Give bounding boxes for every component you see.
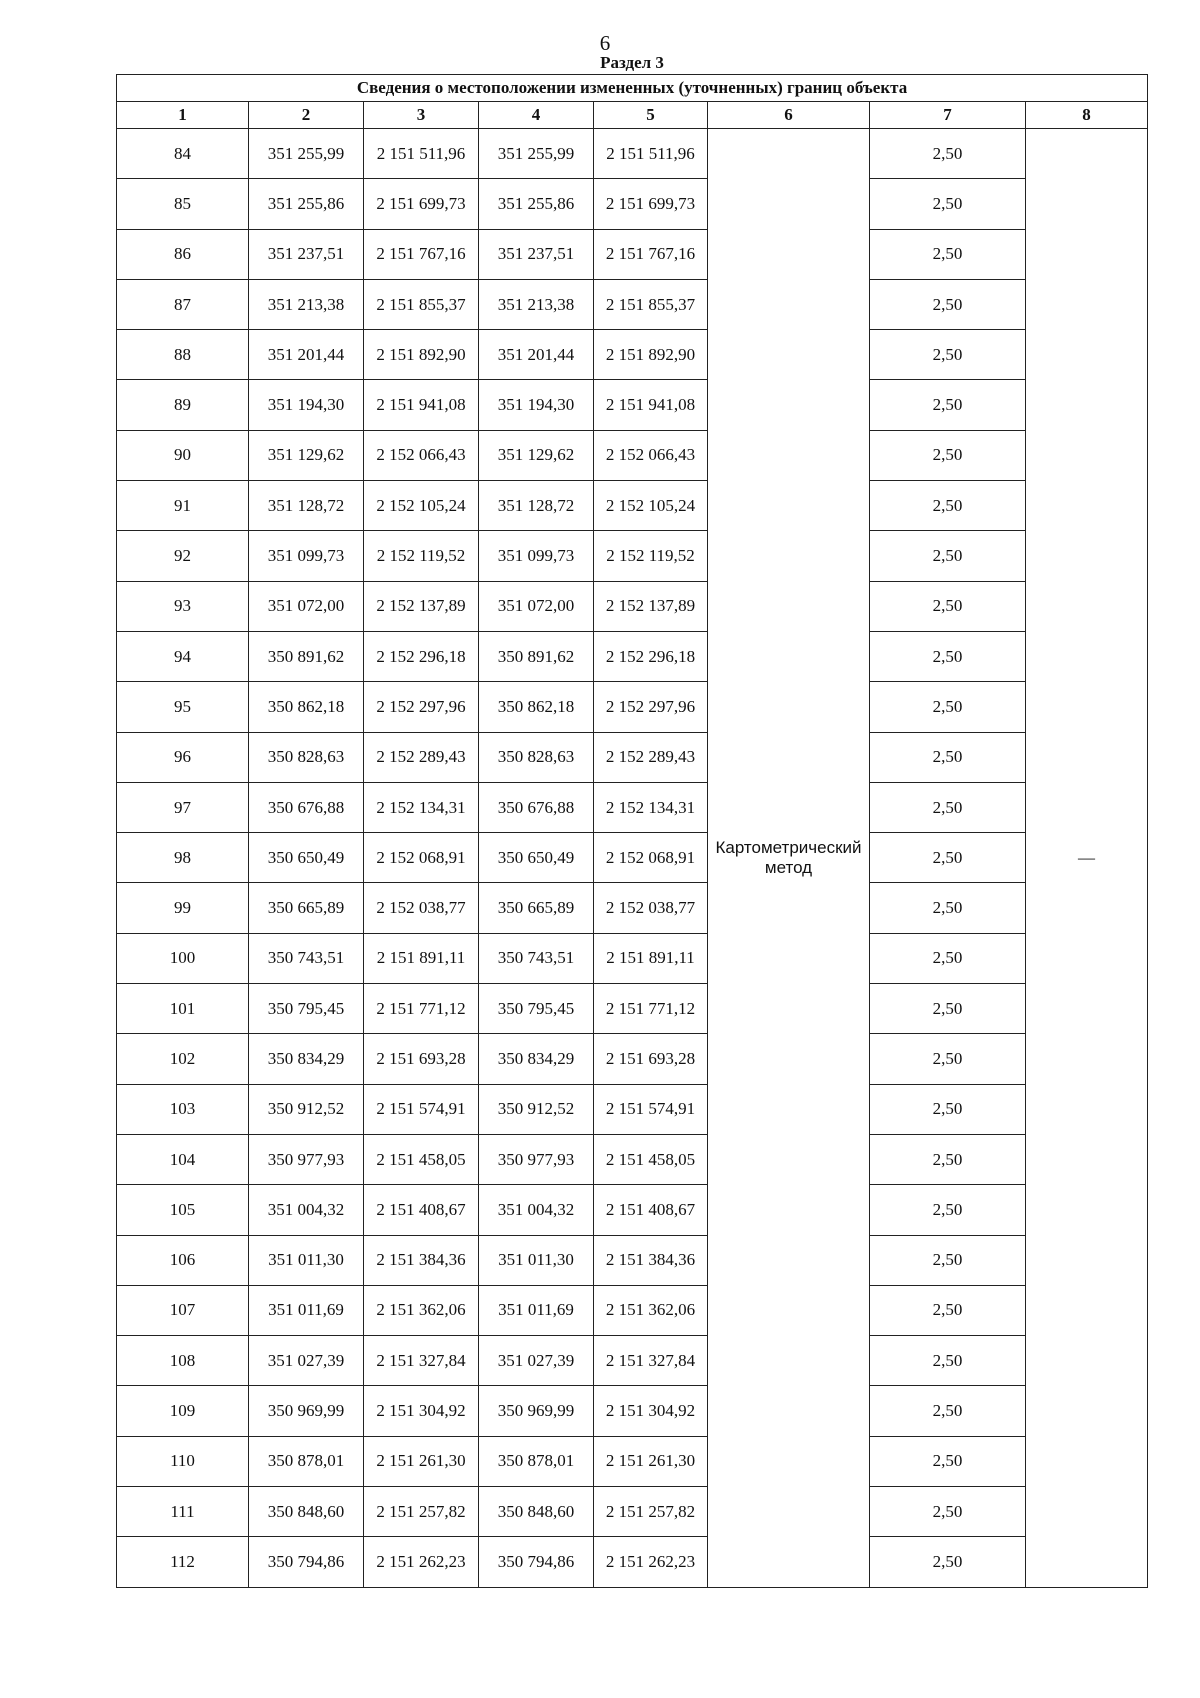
new-y-cell: 2 151 767,16 (594, 229, 708, 279)
point-number-cell: 87 (117, 279, 249, 329)
table-row (117, 1336, 1148, 1386)
new-x-cell: 351 237,51 (479, 229, 594, 279)
new-y-cell: 2 151 574,91 (594, 1084, 708, 1134)
accuracy-cell: 2,50 (870, 330, 1026, 380)
old-x-cell: 351 213,38 (249, 279, 364, 329)
accuracy-cell: 2,50 (870, 1487, 1026, 1537)
table-row (117, 229, 1148, 279)
point-number-cell: 94 (117, 631, 249, 681)
new-y-cell: 2 151 362,06 (594, 1285, 708, 1335)
new-x-cell: 350 969,99 (479, 1386, 594, 1436)
new-y-cell: 2 151 699,73 (594, 179, 708, 229)
table-row (117, 531, 1148, 581)
new-x-cell: 350 828,63 (479, 732, 594, 782)
old-y-cell: 2 151 458,05 (364, 1134, 479, 1184)
old-y-cell: 2 152 296,18 (364, 631, 479, 681)
new-y-cell: 2 152 068,91 (594, 833, 708, 883)
old-x-cell: 350 795,45 (249, 984, 364, 1034)
new-x-cell: 351 011,69 (479, 1285, 594, 1335)
accuracy-cell: 2,50 (870, 682, 1026, 732)
column-number-6: 6 (708, 102, 870, 129)
new-x-cell: 351 255,99 (479, 129, 594, 179)
point-number-cell: 90 (117, 430, 249, 480)
table-row (117, 833, 1148, 883)
column-number-7: 7 (870, 102, 1026, 129)
accuracy-cell: 2,50 (870, 833, 1026, 883)
new-y-cell: 2 152 297,96 (594, 682, 708, 732)
table-row (117, 1285, 1148, 1335)
accuracy-cell: 2,50 (870, 229, 1026, 279)
table-row (117, 984, 1148, 1034)
accuracy-cell: 2,50 (870, 380, 1026, 430)
old-x-cell: 351 099,73 (249, 531, 364, 581)
table-row (117, 179, 1148, 229)
point-number-cell: 86 (117, 229, 249, 279)
accuracy-cell: 2,50 (870, 1537, 1026, 1587)
table-row (117, 1436, 1148, 1486)
old-x-cell: 350 650,49 (249, 833, 364, 883)
old-x-cell: 350 969,99 (249, 1386, 364, 1436)
old-y-cell: 2 152 038,77 (364, 883, 479, 933)
new-x-cell: 350 650,49 (479, 833, 594, 883)
point-number-cell: 108 (117, 1336, 249, 1386)
new-y-cell: 2 152 119,52 (594, 531, 708, 581)
point-number-cell: 88 (117, 330, 249, 380)
point-number-cell: 100 (117, 933, 249, 983)
new-y-cell: 2 151 458,05 (594, 1134, 708, 1184)
old-x-cell: 350 912,52 (249, 1084, 364, 1134)
point-number-cell: 101 (117, 984, 249, 1034)
accuracy-cell: 2,50 (870, 279, 1026, 329)
accuracy-cell: 2,50 (870, 481, 1026, 531)
new-x-cell: 350 912,52 (479, 1084, 594, 1134)
table-row (117, 1235, 1148, 1285)
new-x-cell: 350 878,01 (479, 1436, 594, 1486)
old-x-cell: 351 004,32 (249, 1185, 364, 1235)
old-y-cell: 2 151 262,23 (364, 1537, 479, 1587)
point-number-cell: 109 (117, 1386, 249, 1436)
point-number-cell: 105 (117, 1185, 249, 1235)
point-number-cell: 104 (117, 1134, 249, 1184)
old-y-cell: 2 152 119,52 (364, 531, 479, 581)
new-x-cell: 350 834,29 (479, 1034, 594, 1084)
point-number-cell: 107 (117, 1285, 249, 1335)
accuracy-cell: 2,50 (870, 883, 1026, 933)
new-x-cell: 350 743,51 (479, 933, 594, 983)
new-y-cell: 2 151 304,92 (594, 1386, 708, 1436)
old-x-cell: 350 676,88 (249, 782, 364, 832)
table-row (117, 380, 1148, 430)
new-x-cell: 351 072,00 (479, 581, 594, 631)
old-y-cell: 2 151 693,28 (364, 1034, 479, 1084)
old-y-cell: 2 152 105,24 (364, 481, 479, 531)
old-y-cell: 2 152 066,43 (364, 430, 479, 480)
old-x-cell: 351 128,72 (249, 481, 364, 531)
table-row (117, 129, 1148, 179)
old-x-cell: 351 011,30 (249, 1235, 364, 1285)
point-number-cell: 102 (117, 1034, 249, 1084)
old-x-cell: 351 255,86 (249, 179, 364, 229)
accuracy-cell: 2,50 (870, 531, 1026, 581)
point-number-cell: 112 (117, 1537, 249, 1587)
new-x-cell: 350 665,89 (479, 883, 594, 933)
old-x-cell: 351 201,44 (249, 330, 364, 380)
new-y-cell: 2 152 038,77 (594, 883, 708, 933)
table-row (117, 481, 1148, 531)
table-row (117, 279, 1148, 329)
new-x-cell: 351 129,62 (479, 430, 594, 480)
table-row (117, 682, 1148, 732)
section-title: Раздел 3 (600, 53, 664, 72)
accuracy-cell: 2,50 (870, 430, 1026, 480)
table-row (117, 1084, 1148, 1134)
old-y-cell: 2 151 362,06 (364, 1285, 479, 1335)
old-y-cell: 2 151 891,11 (364, 933, 479, 983)
table-row (117, 330, 1148, 380)
table-row (117, 732, 1148, 782)
accuracy-cell: 2,50 (870, 933, 1026, 983)
old-x-cell: 351 027,39 (249, 1336, 364, 1386)
old-x-cell: 351 072,00 (249, 581, 364, 631)
old-y-cell: 2 152 297,96 (364, 682, 479, 732)
accuracy-cell: 2,50 (870, 179, 1026, 229)
new-y-cell: 2 151 891,11 (594, 933, 708, 983)
new-x-cell: 350 848,60 (479, 1487, 594, 1537)
old-y-cell: 2 151 855,37 (364, 279, 479, 329)
accuracy-cell: 2,50 (870, 1034, 1026, 1084)
point-number-cell: 95 (117, 682, 249, 732)
old-y-cell: 2 151 408,67 (364, 1185, 479, 1235)
new-x-cell: 350 977,93 (479, 1134, 594, 1184)
accuracy-cell: 2,50 (870, 1185, 1026, 1235)
new-y-cell: 2 151 408,67 (594, 1185, 708, 1235)
old-x-cell: 351 194,30 (249, 380, 364, 430)
table-caption: Сведения о местоположении измененных (уточненных) границ объекта (117, 75, 1148, 102)
point-number-cell: 96 (117, 732, 249, 782)
new-y-cell: 2 151 261,30 (594, 1436, 708, 1486)
old-x-cell: 350 794,86 (249, 1537, 364, 1587)
table-row (117, 883, 1148, 933)
old-y-cell: 2 151 304,92 (364, 1386, 479, 1436)
column-number-2: 2 (249, 102, 364, 129)
accuracy-cell: 2,50 (870, 1285, 1026, 1335)
old-y-cell: 2 151 261,30 (364, 1436, 479, 1486)
column-number-5: 5 (594, 102, 708, 129)
old-y-cell: 2 151 892,90 (364, 330, 479, 380)
accuracy-cell: 2,50 (870, 1436, 1026, 1486)
accuracy-cell: 2,50 (870, 129, 1026, 179)
accuracy-cell: 2,50 (870, 782, 1026, 832)
new-y-cell: 2 152 066,43 (594, 430, 708, 480)
new-x-cell: 351 213,38 (479, 279, 594, 329)
point-number-cell: 106 (117, 1235, 249, 1285)
accuracy-cell: 2,50 (870, 1386, 1026, 1436)
point-number-cell: 93 (117, 581, 249, 631)
new-y-cell: 2 151 771,12 (594, 984, 708, 1034)
new-x-cell: 351 011,30 (479, 1235, 594, 1285)
accuracy-cell: 2,50 (870, 1134, 1026, 1184)
page-number: 6 (599, 31, 611, 55)
point-number-cell: 111 (117, 1487, 249, 1537)
table-row (117, 1386, 1148, 1436)
old-y-cell: 2 152 068,91 (364, 833, 479, 883)
new-y-cell: 2 152 134,31 (594, 782, 708, 832)
point-number-cell: 89 (117, 380, 249, 430)
old-y-cell: 2 151 941,08 (364, 380, 479, 430)
old-y-cell: 2 151 257,82 (364, 1487, 479, 1537)
point-number-cell: 98 (117, 833, 249, 883)
old-x-cell: 351 237,51 (249, 229, 364, 279)
old-x-cell: 350 743,51 (249, 933, 364, 983)
new-y-cell: 2 151 384,36 (594, 1235, 708, 1285)
old-x-cell: 351 011,69 (249, 1285, 364, 1335)
column-number-8: 8 (1026, 102, 1148, 129)
point-number-cell: 97 (117, 782, 249, 832)
table-row (117, 1487, 1148, 1537)
table-row (117, 631, 1148, 681)
table-row (117, 430, 1148, 480)
new-x-cell: 351 128,72 (479, 481, 594, 531)
point-number-cell: 91 (117, 481, 249, 531)
point-number-cell: 85 (117, 179, 249, 229)
method-cell: Картометрический метод (708, 129, 870, 1588)
old-y-cell: 2 152 137,89 (364, 581, 479, 631)
new-x-cell: 351 255,86 (479, 179, 594, 229)
table-row (117, 581, 1148, 631)
accuracy-cell: 2,50 (870, 1235, 1026, 1285)
new-y-cell: 2 151 892,90 (594, 330, 708, 380)
accuracy-cell: 2,50 (870, 1336, 1026, 1386)
old-y-cell: 2 151 767,16 (364, 229, 479, 279)
table-row (117, 1134, 1148, 1184)
old-y-cell: 2 151 699,73 (364, 179, 479, 229)
new-x-cell: 350 891,62 (479, 631, 594, 681)
point-number-cell: 99 (117, 883, 249, 933)
accuracy-cell: 2,50 (870, 732, 1026, 782)
column-number-1: 1 (117, 102, 249, 129)
old-x-cell: 351 129,62 (249, 430, 364, 480)
table-row (117, 782, 1148, 832)
new-x-cell: 351 194,30 (479, 380, 594, 430)
column8-cell: — (1026, 129, 1148, 1588)
new-y-cell: 2 151 257,82 (594, 1487, 708, 1537)
new-y-cell: 2 152 137,89 (594, 581, 708, 631)
old-y-cell: 2 152 134,31 (364, 782, 479, 832)
new-x-cell: 350 862,18 (479, 682, 594, 732)
boundary-coordinates-table (116, 74, 1148, 1588)
new-x-cell: 351 027,39 (479, 1336, 594, 1386)
new-y-cell: 2 151 855,37 (594, 279, 708, 329)
old-y-cell: 2 151 511,96 (364, 129, 479, 179)
column-number-3: 3 (364, 102, 479, 129)
new-x-cell: 350 794,86 (479, 1537, 594, 1587)
table-row (117, 1537, 1148, 1587)
table-row (117, 1185, 1148, 1235)
accuracy-cell: 2,50 (870, 1084, 1026, 1134)
table-row (117, 933, 1148, 983)
new-y-cell: 2 152 296,18 (594, 631, 708, 681)
new-x-cell: 350 795,45 (479, 984, 594, 1034)
table-body (117, 129, 1148, 1588)
new-y-cell: 2 152 289,43 (594, 732, 708, 782)
point-number-cell: 84 (117, 129, 249, 179)
new-y-cell: 2 151 327,84 (594, 1336, 708, 1386)
new-y-cell: 2 151 693,28 (594, 1034, 708, 1084)
new-y-cell: 2 151 262,23 (594, 1537, 708, 1587)
new-x-cell: 351 201,44 (479, 330, 594, 380)
new-x-cell: 350 676,88 (479, 782, 594, 832)
new-y-cell: 2 151 941,08 (594, 380, 708, 430)
old-x-cell: 350 977,93 (249, 1134, 364, 1184)
old-y-cell: 2 151 574,91 (364, 1084, 479, 1134)
old-x-cell: 351 255,99 (249, 129, 364, 179)
new-x-cell: 351 004,32 (479, 1185, 594, 1235)
new-y-cell: 2 151 511,96 (594, 129, 708, 179)
point-number-cell: 110 (117, 1436, 249, 1486)
old-x-cell: 350 891,62 (249, 631, 364, 681)
old-x-cell: 350 834,29 (249, 1034, 364, 1084)
old-x-cell: 350 828,63 (249, 732, 364, 782)
old-x-cell: 350 878,01 (249, 1436, 364, 1486)
old-x-cell: 350 848,60 (249, 1487, 364, 1537)
old-y-cell: 2 151 384,36 (364, 1235, 479, 1285)
old-y-cell: 2 151 327,84 (364, 1336, 479, 1386)
old-y-cell: 2 151 771,12 (364, 984, 479, 1034)
accuracy-cell: 2,50 (870, 984, 1026, 1034)
column-number-4: 4 (479, 102, 594, 129)
table-row (117, 1034, 1148, 1084)
point-number-cell: 92 (117, 531, 249, 581)
accuracy-cell: 2,50 (870, 581, 1026, 631)
new-y-cell: 2 152 105,24 (594, 481, 708, 531)
old-x-cell: 350 665,89 (249, 883, 364, 933)
accuracy-cell: 2,50 (870, 631, 1026, 681)
new-x-cell: 351 099,73 (479, 531, 594, 581)
old-x-cell: 350 862,18 (249, 682, 364, 732)
old-y-cell: 2 152 289,43 (364, 732, 479, 782)
point-number-cell: 103 (117, 1084, 249, 1134)
